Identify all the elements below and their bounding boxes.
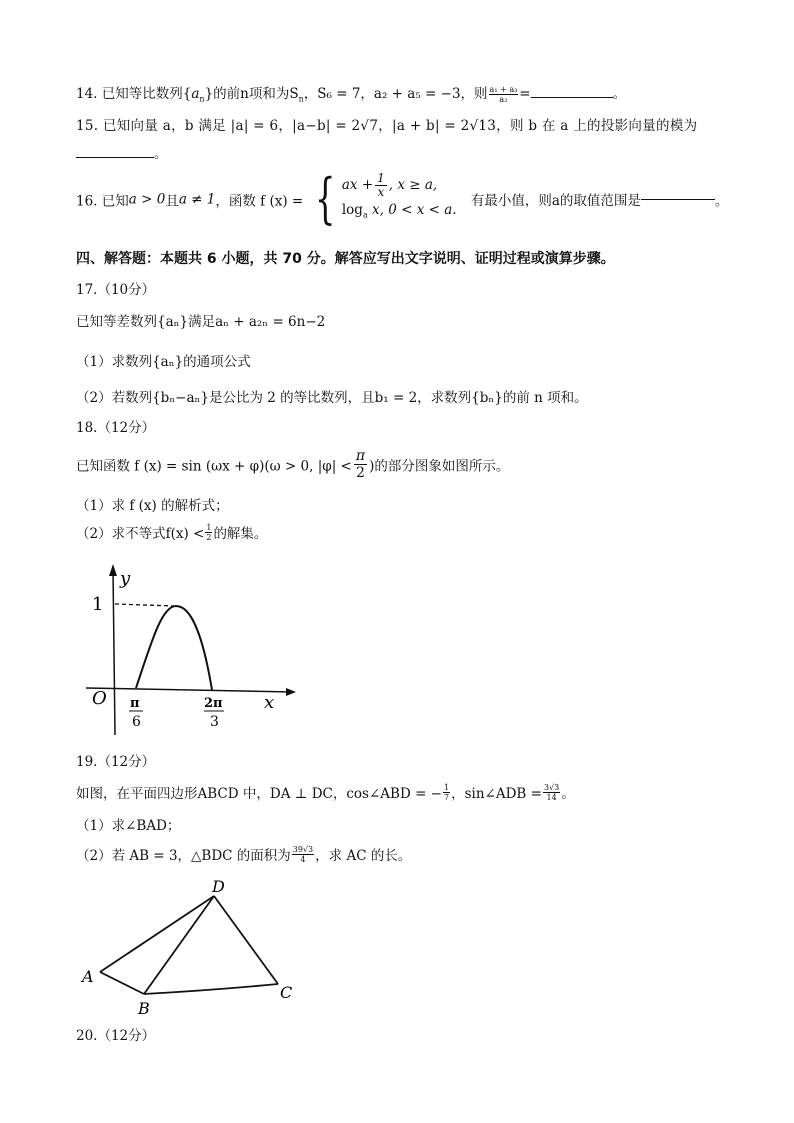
x-axis-arrow: [286, 688, 296, 696]
question-15: 15. 已知向量 a，b 满足 |a| = 6，|a−b| = 2√7，|a + b| = 2√13，则 b 在 a 上的投影向量的模为: [76, 118, 698, 134]
question-18-part2: （2）求不等式f(x) < $\frac{1}{2}$ 的解集。: [76, 522, 268, 542]
x-tick-pi6-den: 6: [132, 714, 141, 730]
piecewise-cases: ax + $\frac{1}{x}$ , x ≥ a, $\log_a x$, 0 < x < a.: [341, 171, 457, 220]
question-17-head: 17.（10分）: [76, 282, 156, 298]
x-tick-2pi3-den: 3: [210, 714, 219, 730]
question-17-stem: 已知等差数列{aₙ}满足aₙ + a₂ₙ = 6n−2: [76, 314, 326, 330]
quadrilateral-figure: [76, 874, 306, 1024]
section-heading: 四、解答题：本题共 6 小题，共 70 分。解答应写出文字说明、证明过程或演算步骤。: [76, 251, 615, 267]
fraction: $\frac{\text{a₁ + a₃}}{\text{a₂}}$: [489, 85, 518, 104]
edge-DB: [144, 896, 214, 994]
answer-blank-15[interactable]: [76, 156, 154, 158]
question-18-stem: 已知函数 f (x) = sin (ωx + φ)(ω > 0, |φ| < $\frac{\pi}{2}$ )的部分图象如图所示。: [76, 448, 510, 481]
question-14: 14. 已知等比数列$\{a_n\}$的前n项和为$S_n$，S₆ = 7，a₂ + a₅ = −3，则 $\frac{\text{a₁ + a₃}}{\text{a₂}}$ = 。: [76, 85, 627, 104]
vertex-C: C: [280, 983, 293, 1002]
sine-graph-figure: [84, 560, 304, 740]
y-axis: [113, 570, 115, 735]
vertex-B: B: [138, 999, 150, 1018]
question-18-part1: （1）求 f (x) 的解析式；: [76, 498, 229, 514]
question-17-part1: （1）求数列{aₙ}的通项公式: [76, 354, 251, 370]
x-tick-2pi3-num: 2π: [204, 696, 223, 711]
vertex-D: D: [212, 877, 225, 896]
origin-label: O: [92, 688, 107, 709]
question-19-head: 19.（12分）: [76, 754, 156, 770]
edge-DA: [100, 896, 214, 972]
question-19-stem: 如图，在平面四边形ABCD 中，DA ⊥ DC，cos∠ABD = − $\frac{1}{7}$ ，sin∠ADB = $\frac{3√3}{14}$ 。: [76, 782, 575, 802]
brace: {: [314, 167, 335, 231]
answer-blank-14[interactable]: [531, 96, 613, 98]
question-19-part1: （1）求∠BAD；: [76, 818, 181, 834]
question-18-head: 18.（12分）: [76, 420, 156, 436]
edge-AB: [100, 972, 144, 994]
x-axis-label: x: [264, 692, 275, 713]
edge-DC: [214, 896, 278, 984]
x-tick-pi6-num: π: [130, 696, 140, 711]
x-axis: [86, 688, 294, 692]
vertex-A: A: [82, 967, 94, 986]
question-16: 16. 已知a > 0且a ≠ 1，函数 f (x) = { ax + $\frac{1}{x}$ , x ≥ a, $\log_a x$, 0 < x < a. 有最小值，则a的取值范围是 。: [76, 167, 729, 231]
question-19-part2: （2）若 AB = 3，△BDC 的面积为 $\frac{39√3}{4}$ ，求 AC 的长。: [76, 844, 412, 864]
edge-BC: [144, 984, 278, 994]
max-dashed-line: [115, 604, 174, 606]
y-axis-arrow: [109, 564, 117, 576]
y-tick-1: 1: [92, 594, 104, 615]
answer-blank-16[interactable]: [641, 198, 715, 200]
y-axis-label: y: [120, 568, 131, 589]
question-15-line2: 。: [76, 142, 168, 162]
sine-curve: [136, 606, 212, 690]
question-17-part2: （2）若数列{bₙ−aₙ}是公比为 2 的等比数列，且b₁ = 2，求数列{bₙ}的前 n 项和。: [76, 390, 588, 406]
question-20-head: 20.（12分）: [76, 1028, 156, 1044]
